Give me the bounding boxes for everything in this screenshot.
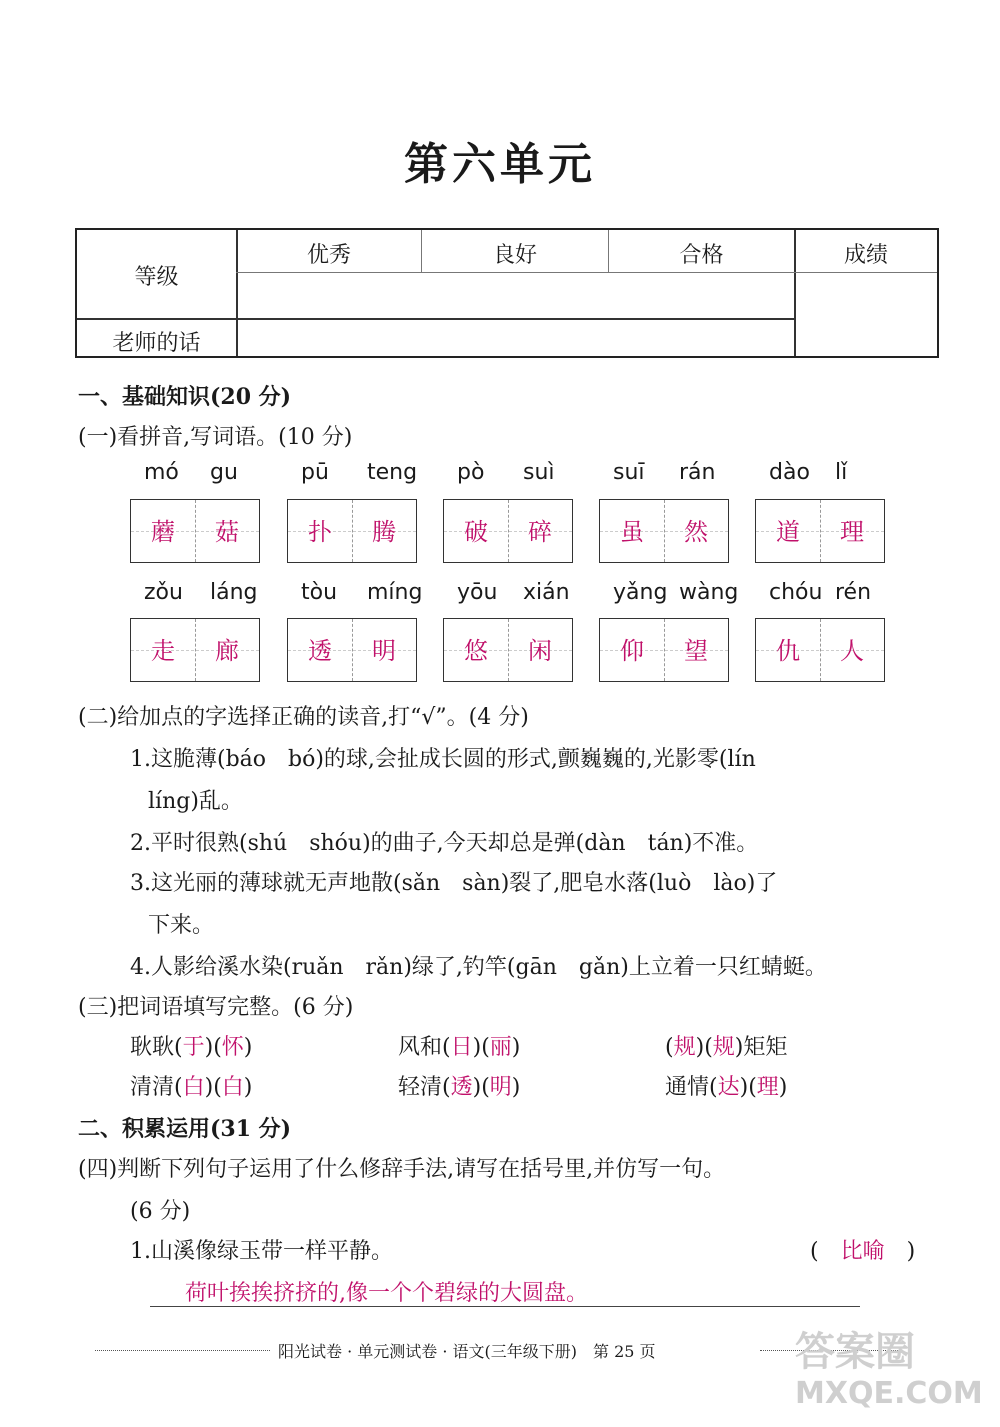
tian-ge-box (755, 618, 885, 682)
watermark-site: MXQE.COM (795, 1376, 983, 1411)
fill-item: (规)(规)矩矩 (665, 1035, 788, 1060)
level-pass: 合格 (679, 243, 724, 268)
pinyin-syllable: suī (613, 460, 645, 485)
written-char: 腾 (372, 518, 396, 546)
part-3-heading: (三)把词语填写完整。(6 分) (78, 995, 354, 1020)
pinyin-syllable: wàng (679, 580, 739, 605)
tian-ge-box (443, 618, 573, 682)
tian-ge-box (599, 499, 729, 563)
pinyin-syllable: teng (367, 460, 418, 485)
rhetoric-answer-box: ( 比喻 ) (810, 1239, 916, 1264)
pinyin-syllable: gu (210, 460, 238, 485)
written-char: 仇 (776, 637, 800, 665)
sentence-3b: 下来。 (148, 913, 215, 938)
tian-ge-box (599, 618, 729, 682)
footer-text: 阳光试卷 · 单元测试卷 · 语文(三年级下册) 第 25 页 (278, 1342, 656, 1361)
grade-label: 等级 (134, 265, 179, 290)
written-char: 闲 (528, 637, 552, 665)
tian-ge-box (287, 499, 417, 563)
section-1-heading: 一、基础知识(20 分) (78, 384, 292, 410)
tian-ge-box (755, 499, 885, 563)
sentence-3a: 3.这光丽的薄球就无声地散(sǎn sàn)裂了,肥皂水落(luò lào)了 (130, 871, 778, 896)
fill-item: 通情(达)(理) (665, 1075, 788, 1100)
question-1: 1.山溪像绿玉带一样平静。 (130, 1239, 393, 1264)
rhetoric-answer: 比喻 (840, 1239, 885, 1264)
pinyin-syllable: yǎng (613, 580, 668, 605)
tian-ge-box (287, 618, 417, 682)
fill-item: 耿耿(于)(怀) (130, 1035, 253, 1060)
written-char: 然 (684, 518, 708, 546)
sentence-1a: 1.这脆薄(báo bó)的球,会扯成长圆的形式,颤巍巍的,光影零(lín (130, 747, 756, 772)
level-good: 良好 (492, 243, 537, 268)
pinyin-syllable: tòu (301, 580, 338, 605)
grade-table (75, 228, 939, 358)
written-char: 明 (372, 637, 396, 665)
sentence-4: 4.人影给溪水染(ruǎn rǎn)绿了,钓竿(gān gǎn)上立着一只红蜻蜓。 (130, 955, 827, 980)
pinyin-syllable: lǐ (835, 460, 848, 485)
tian-ge-box (130, 499, 260, 563)
sentence-2: 2.平时很熟(shú shóu)的曲子,今天却总是弹(dàn tán)不准。 (130, 831, 759, 856)
pinyin-syllable: láng (210, 580, 258, 605)
page-title: 第六单元 (404, 139, 596, 190)
pinyin-syllable: suì (523, 460, 555, 485)
pinyin-syllable: xián (523, 580, 570, 605)
imitation-answer: 荷叶挨挨挤挤的,像一个个碧绿的大圆盘。 (185, 1281, 588, 1306)
pinyin-syllable: zǒu (144, 580, 183, 605)
pinyin-syllable: pū (301, 460, 329, 485)
written-char: 走 (151, 637, 175, 665)
pinyin-syllable: rén (835, 580, 872, 605)
pinyin-syllable: rán (679, 460, 716, 485)
tian-ge-box (130, 618, 260, 682)
fill-item: 轻清(透)(明) (398, 1075, 521, 1100)
written-char: 道 (776, 518, 800, 546)
watermark-logo: 答案圈 (795, 1329, 915, 1375)
sentence-1b: líng)乱。 (148, 789, 243, 814)
fill-item: 清清(白)(白) (130, 1075, 253, 1100)
written-char: 菇 (215, 518, 239, 546)
pinyin-syllable: míng (367, 580, 423, 605)
part-2-heading: (二)给加点的字选择正确的读音,打“√”。(4 分) (78, 705, 529, 730)
fill-item: 风和(日)(丽) (398, 1035, 521, 1060)
part-4-heading: (四)判断下列句子运用了什么修辞手法,请写在括号里,并仿写一句。 (78, 1157, 726, 1182)
written-char: 碎 (528, 518, 552, 546)
pinyin-syllable: pò (457, 460, 485, 485)
part-4-points: (6 分) (130, 1199, 191, 1224)
teacher-comment-label: 老师的话 (112, 331, 201, 356)
written-char: 望 (684, 637, 708, 665)
written-char: 蘑 (151, 518, 175, 546)
section-2-heading: 二、积累运用(31 分) (78, 1116, 292, 1142)
written-char: 透 (308, 637, 332, 665)
written-char: 悠 (464, 637, 488, 665)
written-char: 虽 (620, 518, 644, 546)
written-char: 仰 (620, 637, 644, 665)
footer-rule-left (95, 1350, 270, 1351)
level-excellent: 优秀 (306, 243, 351, 268)
written-char: 廊 (215, 637, 239, 665)
tian-ge-box (443, 499, 573, 563)
answer-line (150, 1306, 860, 1307)
part-1-heading: (一)看拼音,写词语。(10 分) (78, 425, 353, 450)
written-char: 人 (840, 637, 864, 665)
pinyin-syllable: mó (144, 460, 179, 485)
score-label: 成绩 (843, 243, 888, 268)
pinyin-syllable: dào (769, 460, 810, 485)
pinyin-syllable: chóu (769, 580, 823, 605)
written-char: 破 (464, 518, 488, 546)
written-char: 扑 (308, 518, 332, 546)
written-char: 理 (840, 518, 864, 546)
pinyin-syllable: yōu (457, 580, 498, 605)
